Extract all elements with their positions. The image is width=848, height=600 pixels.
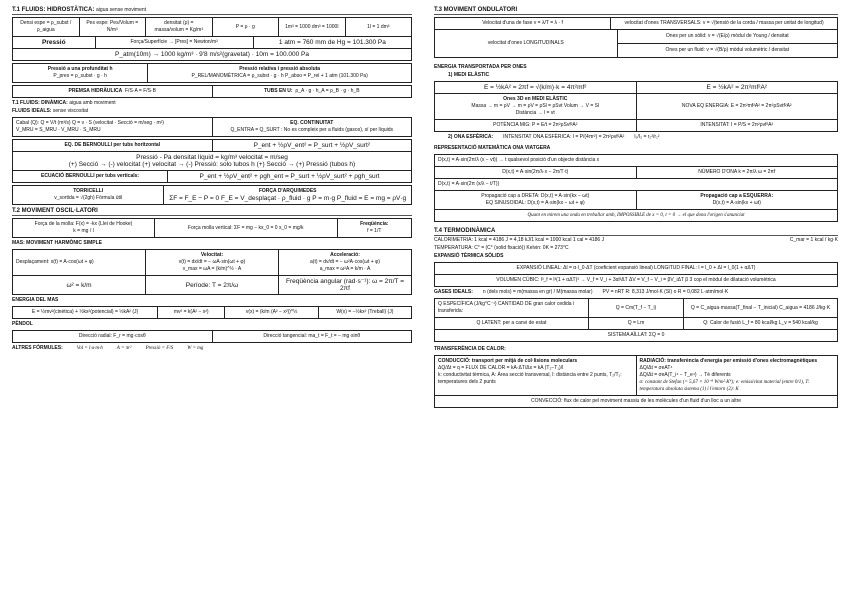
left-propagation: Propagació cap a ESQUERRA: D(x,t) = A·sin(kx + ωt) xyxy=(636,191,838,209)
continuity: EQ. CONTINUITAT Q_ENTRA = Q_SURT : No es compleix per a fluids (gasos), sí per líquids xyxy=(212,118,412,136)
left-column xyxy=(12,4,412,353)
specific-heat-formula: Q = Cm(T_f − T_i) xyxy=(588,299,683,317)
velocity: Velocitat: v(t) = dx/dt = − ωA·sin(ωt + φ) v_max = ωA = (k/m)^½ · A xyxy=(145,250,278,275)
mhs-heading: MAS: MOVIMENT HARMÒNIC SIMPLE xyxy=(12,240,102,246)
specific-heat: Q ESPECÍFICA (J/kg°C⁻¹) CANTIDAD DE gran calor cedida i transferida: xyxy=(438,301,575,314)
bernoulli-vertical-title: ECUACIÓ BERNOULLI per tubs verticals: xyxy=(41,173,140,179)
omega-sq: ω² = k/m xyxy=(66,281,92,289)
t4-heading: T.4 TERMODINÀMICA xyxy=(434,228,838,236)
right-propagation: Propagació cap a DRETA: D(x,t) = A·sin(kx − ωt) EQ SINUSOIDAL: D(x,t) = A·sin(kx − ωt + φ) xyxy=(481,193,590,206)
vertical-spring: Força molla vertical: ΣF = mg − kx_0 = 0 x_0 = mg/k xyxy=(154,219,337,237)
wave-energy-heading: ENERGIA TRANSPORTADA PER ONES xyxy=(434,64,527,70)
intensity: INTENSITAT: I = P/S = 2π²ρvf²A² xyxy=(636,120,838,131)
pressure-formula: Força/Superfície → [Pres] = Newton/m² xyxy=(95,37,253,48)
elastic-subheading: 1) MEDI ELÀSTIC xyxy=(448,72,490,78)
travelling-heading: REPRESENTACIÓ MATEMÀTICA ONA VIATGERA xyxy=(434,145,551,151)
hydraulic-press: PREMSA HIDRÀULICA F/S·A = F/S·B xyxy=(68,88,156,94)
right-column xyxy=(434,4,838,410)
flow-rate: Cabal (Q): Q = V/t (m³/s) Q = v · S (velocitat · Secció = m/seg · m²) V_MRU = S_MRU · V_MRU · S_MRU xyxy=(16,120,164,133)
t2-heading: T.2 MOVIMENT OSCIL·LATORI xyxy=(12,208,412,216)
expansion-box xyxy=(434,262,838,287)
angular-frequency: Freqüència angular (rad·s⁻¹): ω = 2π/T = 2πf xyxy=(278,276,411,294)
radial: Direcció radial: F_r = mg·cosθ xyxy=(78,333,146,339)
water-heat: Q = C_aigua·massa(T_final − T_inicial) C_aigua = 4186 J/kg·K xyxy=(683,299,837,317)
t1-heading: T.1 FLUIDS: HIDROSTÀTICA: aigua sense moviment xyxy=(12,7,412,15)
kinematics-box xyxy=(12,249,412,295)
work-x: W(x) = −½kx² (Treball) (J) xyxy=(318,307,411,318)
torricelli-box xyxy=(12,185,412,205)
phase-velocity: Velocitat d'una de fase v = λ/T = λ · f xyxy=(482,20,563,26)
temperature: TEMPERATURA: C° = (C° (solid fixació)) Kelvin: 0K = 273°C xyxy=(434,245,569,251)
pendulum-box xyxy=(12,330,412,343)
transfer-heading: TRANSFERÈNCIA DE CALOR: xyxy=(434,346,506,352)
torricelli: TORRICELLI v_sortida = √(2gh) Fórmula útil xyxy=(54,188,123,201)
longitudinal-label: velocitat d'ones LONGITUDINALS xyxy=(487,40,564,46)
u-tubes: TUBS EN U: ρ_A · g · h_A = ρ_B · g · h_B xyxy=(212,86,412,97)
velocity-x: v(x) = (k/m (A² − x²))^½ xyxy=(224,307,317,318)
linear-expansion: EXPANSIÓ LINEAL: Δl = α·l_0·ΔT (coeficient expansió lineal) LONGITUD FINAL: l = l_0 + Δl = l_0(1 + αΔT) xyxy=(516,265,756,271)
travelling-2: D(x,t) = A·sin(2π/λ·x − 2π/T·t) xyxy=(502,169,569,175)
t1-dynamics-heading: T.1 FLUIDS: DINÀMICA: aigua amb moviment xyxy=(12,100,116,106)
energy-relation: mv² = k(A² − x²) xyxy=(157,307,224,318)
unit-m3: 1m³ = 1000 dm³ = 1000l xyxy=(278,18,345,36)
expansion-heading: EXPANSIÓ TÈRMICA SÒLIDS xyxy=(434,253,504,259)
energy-box xyxy=(12,306,412,319)
rel-density: Densi espe = ρ_subst / ρ_aigua xyxy=(20,20,72,33)
archimedes: FORÇA D'ARQUIMEDES ΣF = F_E − P = 0 F_E = V_desplaçat · ρ_fluid · g P = m·g P_fluid = E = mg = ρV·g xyxy=(163,186,411,204)
bernoulli-notes: Pressió - Pa densitat líquid = kg/m³ velocitat = m/seg (+) Secció → (-) velocitat (+) velocitat → (-) Pressió: solo tubos h (+) Secció → (+) Pressió (tubos h) xyxy=(68,154,356,168)
spring-box xyxy=(12,218,412,238)
depth-pressure: Pressió a una profunditat h P_pres = ρ_subst · g · h xyxy=(47,66,113,79)
specific-weight: Pes espe: Pes/Volum = N/m³ xyxy=(79,18,146,36)
travelling-1: D(x,t) = A·sin(2π/λ (x − vt)) → t qualsevol posició d'un objecte distància x xyxy=(438,157,600,163)
atm-10m: P_atm(10m) → 1000 kg/m³ · 9'8 m/s²(gravetat) · 10m = 100.000 Pa xyxy=(115,51,309,58)
displacement: Desplaçament: x(t) = A·cos(ωt + φ) xyxy=(16,259,94,265)
other-formulas: ALTRES FÓRMULES: Vol = l·a·m·h A = πr² Pressió = F/S W = mg xyxy=(12,345,204,351)
energy-total: E = ½mv²(cinètica) + ½kx²(potencial) = ½kA² (J) xyxy=(31,309,139,315)
mean-power: POTÈNCIA MIG: P = E/t = 2π²ρSvf²A² xyxy=(493,122,578,128)
wave-speed-box xyxy=(434,17,838,58)
travelling-3: D(x,t) = A·sin(2π (x/λ − t/T)) xyxy=(438,181,500,187)
hydraulic-box xyxy=(12,85,412,98)
weight-def: P = ρ · g xyxy=(212,18,279,36)
density-box xyxy=(12,17,412,61)
spring-force: Força de la molla: F(x) = -kx (Llei de Hooke) k = mg / l xyxy=(34,221,133,234)
pendulum-heading: PÈNDOL xyxy=(12,321,33,327)
volume-expansion: VOLUMEN CÚBIC: l³_f = l³(1 + αΔT)³ → V_f = V_i + 3αl³ΔT ΔV = V_f − V_i = βV_iΔT β 3 cop el mòdul de dilatació volumètrica xyxy=(496,277,776,283)
conduction: CONDUCCIÓ: transport per mitjà de col·lisions moleculars ΔQ/Δt = q = FLUX DE CALOR = kA·ΔT/Δx = kA (T₂−T₁)/l k: conductivitat tèrmica, A: Àrea secció transversal, l: distància entre 2 punts, T₂/T₁: temperatures dels 2 punts xyxy=(438,358,622,385)
heat-box xyxy=(434,298,838,342)
period: Període: T = 2π/ω xyxy=(145,276,278,294)
energy-spring: E = ½kA² = 2πf = √(k/m)·k = 4π²mf² xyxy=(484,84,587,91)
bernoulli-vertical-formula: P_ent + ½ρV_ent² + ρgh_ent = P_surt + ½ρV_surt² + ρgh_surt xyxy=(167,171,411,182)
ideal-fluids-heading: FLUIDS IDEALS: sense viscositat xyxy=(12,108,89,114)
tangential: Direcció tangencial: ma_t = F_t = − mg·sinθ xyxy=(212,331,412,342)
relative-absolute: Pressió relativa i pressió absoluta P_REL/MANOMÈTRICA = ρ_subst · g · h P_abso = P_rel + 1 atm (101.300 Pa) xyxy=(147,64,411,82)
frequency: Freqüència: f = 1/T xyxy=(337,219,412,237)
depth-pressure-box xyxy=(12,63,412,83)
bernoulli-box xyxy=(12,139,412,183)
3d-waves: Ones 3D en MEDI ELÀSTIC Massa → m = ρV → m = ρV = ρSl = ρSvt Volum → V = Sl Distància → l = vt xyxy=(471,96,600,116)
atm-equivalence: 1 atm = 760 mm de Hg = 101.300 Pa xyxy=(253,37,411,48)
wave-number: NÚMERO D'ONA k = 2π/λ ω = 2πf xyxy=(636,167,838,178)
longitudinal-formulas: Ones per un sòlid: v = √(E/ρ) mòdul de Young / densitat Ones per un fluid: v = √(B/ρ) mòdul volumètric / densitat xyxy=(617,30,837,57)
transverse-velocity: velocitat d'ones TRANSVERSALS: v = √(tensió de la corda / massa per unitat de longitud) xyxy=(610,18,837,29)
spherical-wave: 2) ONA ESFÈRICA: INTENSITAT ONA ESFÈRICA: I = P/(4πr²) = 2π²ρvf²A² I₁/I₂ = r₂²/r₁² xyxy=(448,134,660,140)
ideal-gases: GASES IDEALS: n (dels mols) = m(massa en gr) / M(massa molar) PV = nRT R: 8,313 J/mol·K (SI) o R = 0,082 L·atm/mol·K xyxy=(434,289,729,295)
flow-box xyxy=(12,117,412,137)
unit-l: 1l = 1 dm³ xyxy=(345,18,412,36)
travelling-note: Quant en mirem una onda en treballar amb, IMPOSSIBLE de x = 0, t = 0 → el que dona l'origen s'anunciat xyxy=(527,213,745,218)
energy-amplitude: E = ½kA² = 2π²mf²A² xyxy=(636,82,838,93)
t3-heading: T.3 MOVIMENT ONDULATORI xyxy=(434,7,838,15)
transfer-box xyxy=(434,355,838,408)
energy-heading: ENERGIA DEL MAS xyxy=(12,297,59,303)
travelling-box xyxy=(434,154,838,222)
latent-heat: Q LATENT: per a canvi de estat xyxy=(476,320,547,326)
wave-energy-box xyxy=(434,81,838,132)
acceleration: Acceleració: a(t) = dv/dt = − ω²A·cos(ωt + φ) a_max = ω²A = k/m · A xyxy=(278,250,411,275)
isolated-system: SISTEMA AÏLLAT: ΣQ = 0 xyxy=(607,332,665,338)
calorimetry: CALORIMETRIA: 1 kcal = 4186 J = 4,18 kJ/1 kcal = 1000 kcal 1 cal = 4186 J C_mar = 1 kcal / kg·K xyxy=(434,237,838,243)
latent-formula: Q = Lm xyxy=(588,318,683,329)
radiation: RADIACIÓ: transferència d'energia per emissió d'ones electromagnètiques ΔQ/Δt = σeAT⁴ ΔQ/Δt = σeA(T_i⁴ − T_e⁴) → Tè diferents σ: constant de Stefan (= 5,67 × 10⁻⁸ W/m²·K⁴); e: emissivitat material (entre 0/1), T: temperatura absoluta sistema (1) i l'entorn (2): K xyxy=(636,356,838,395)
new-energy: NOVA EQ ENERGIA: E = 2π²mf²A² = 2π²ρSvtf²A² xyxy=(636,94,838,119)
density-def: densitat (ρ) = massa/volum = Kg/m³ xyxy=(145,18,212,36)
bernoulli-title: EQ. DE BERNOULLI per tubs horitzontal xyxy=(64,142,161,148)
pressure-label: Pressió xyxy=(42,39,66,46)
bernoulli-formula: P_ent + ½ρV_ent² = P_surt + ½ρV_surt² xyxy=(212,140,412,151)
fusion-heat: Q: Calor de fusió L_f = 80 kcal/kg L_v = 540 kcal/kg xyxy=(683,318,837,329)
convection: CONVECCIÓ: flux de calor pel moviment massiu de les molècules d'un fluid d'un lloc a un altre xyxy=(530,398,742,404)
